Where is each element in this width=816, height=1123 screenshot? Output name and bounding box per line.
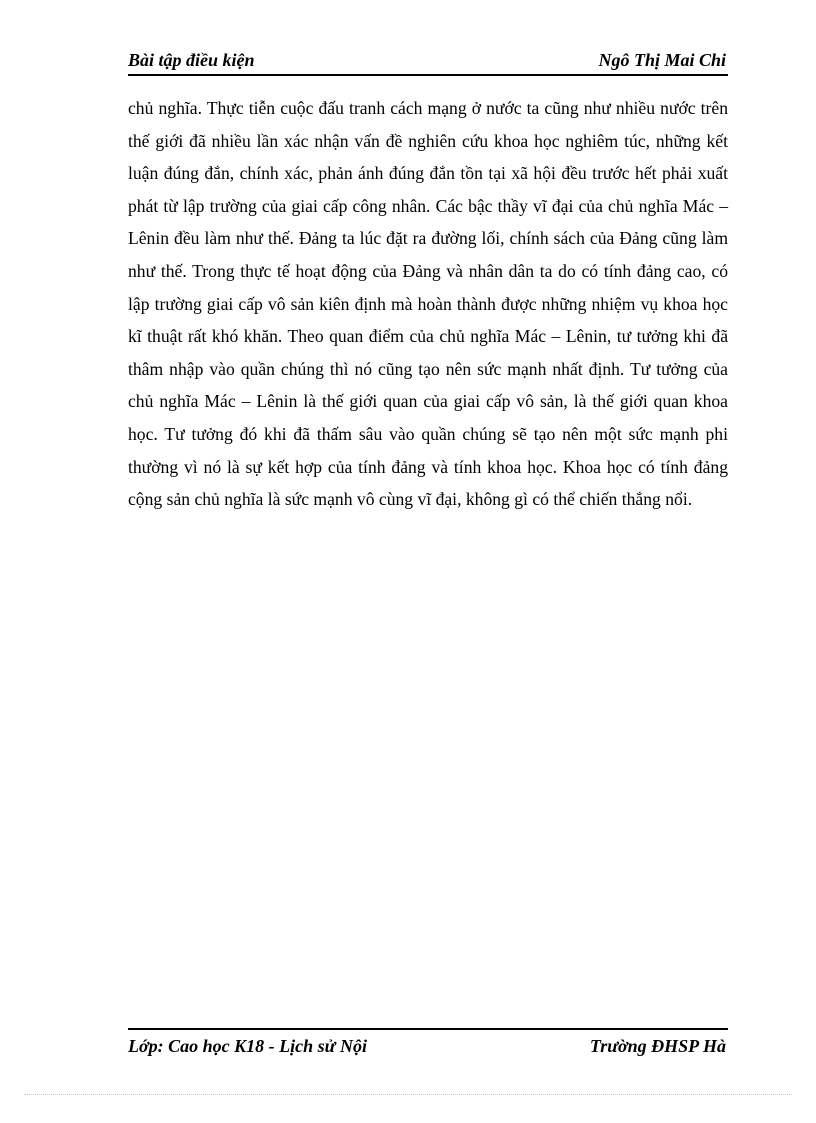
header-title: Bài tập điều kiện	[128, 50, 255, 70]
page-footer	[128, 1028, 728, 1056]
page-header	[128, 48, 728, 76]
footer-school: Trường ĐHSP Hà	[589, 1036, 726, 1056]
header-author: Ngô Thị Mai Chi	[598, 50, 726, 70]
body-paragraph: chủ nghĩa. Thực tiễn cuộc đấu tranh cách mạng ở nước ta cũng như nhiều nước trên thế giới đã nhiều lần xác nhận vấn đề nghiên cứu khoa học nghiêm túc, những kết luận đúng đắn, chính xác, phản ánh đúng đắn tồn tại xã hội đều trước hết phải xuất phát từ lập trường của giai cấp công nhân. Các bậc thầy vĩ đại của chủ nghĩa Mác – Lênin đều làm như thế. Đảng ta lúc đặt ra đường lối, chính sách của Đảng cũng làm như thế. Trong thực tế hoạt động của Đảng và nhân dân ta do có tính đảng cao, có lập trường giai cấp vô sản kiên định mà hoàn thành được những nhiệm vụ khoa học kĩ thuật rất khó khăn. Theo quan điểm của chủ nghĩa Mác – Lênin, tư tưởng khi đã thâm nhập vào quần chúng thì nó cũng tạo nên sức mạnh nhất định. Tư tưởng của chủ nghĩa Mác – Lênin là thế giới quan của giai cấp vô sản, là thế giới quan khoa học. Tư tưởng đó khi đã thấm sâu vào quần chúng sẽ tạo nên một sức mạnh phi thường vì nó là sự kết hợp của tính đảng và tính khoa học. Khoa học có tính đảng cộng sản chủ nghĩa là sức mạnh vô cùng vĩ đại, không gì có thể chiến thắng nổi.	[128, 98, 728, 510]
page-bottom-divider	[24, 1094, 792, 1095]
footer-class: Lớp: Cao học K18 - Lịch sử Nội	[128, 1036, 367, 1056]
